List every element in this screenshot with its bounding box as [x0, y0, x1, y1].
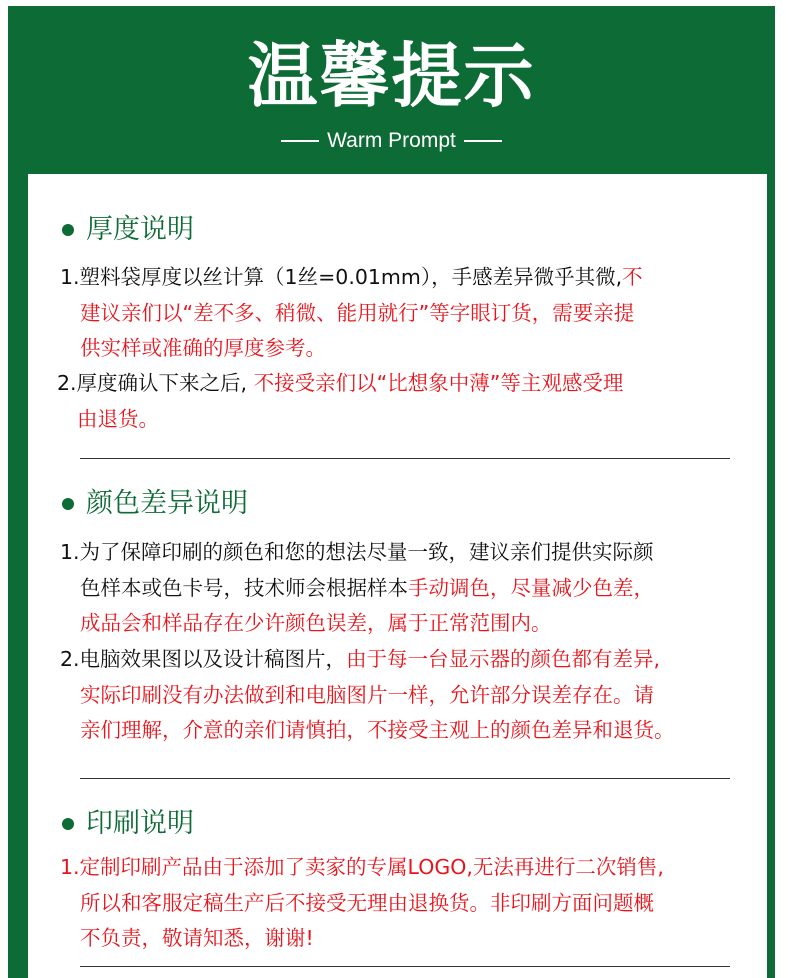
text-line [60, 260, 760, 296]
text-line: 由退货。 [77, 406, 159, 431]
text-line: 实际印刷没有办法做到和电脑图片一样，允许部分误差存在。请 [80, 682, 654, 707]
section-divider [80, 778, 730, 779]
text-line: 建议亲们以“差不多、稍微、能用就行”等字眼订货，需要亲提 [80, 300, 635, 325]
text-line: 不负责，敬请知悉，谢谢! [80, 926, 314, 950]
subtitle-text: Warm Prompt [327, 129, 456, 152]
section-heading-color [62, 486, 248, 522]
text-segment: 2.电脑效果图以及设计稿图片， [60, 647, 347, 671]
text-line [57, 366, 757, 402]
text-line: 所以和客服定稿生产后不接受无理由退换货。非印刷方面问题概 [80, 890, 654, 915]
text-line [60, 571, 760, 607]
text-segment-red: 手动调色，尽量减少色差， [408, 575, 654, 600]
text-line [60, 642, 760, 678]
text-segment-red: 不接受亲们以“比想象中薄”等主观感受理 [247, 371, 624, 395]
text-segment-red: 由于每一台显示器的颜色都有差异, [346, 647, 661, 671]
subtitle-right-rule [464, 140, 502, 142]
printing-item-1 [60, 850, 760, 957]
text-line: 亲们理解，介意的亲们请慎拍，不接受主观上的颜色差异和退货。 [80, 718, 675, 742]
color-item-2 [60, 642, 760, 749]
section-heading-printing [62, 806, 194, 842]
section-heading-thickness [62, 212, 194, 248]
section-divider [80, 966, 730, 967]
text-segment-red: 不 [622, 265, 643, 289]
text-segment: 色样本或色卡号，技术师会根据样本 [80, 575, 408, 600]
green-frame [8, 6, 775, 978]
section-heading-text: 厚度说明 [86, 214, 194, 245]
section-heading-text: 印刷说明 [86, 808, 194, 839]
text-line: 成品会和样品存在少许颜色误差，属于正常范围内。 [80, 611, 552, 635]
text-line: 供实样或准确的厚度参考。 [80, 336, 326, 360]
thickness-item-2 [57, 366, 757, 437]
bullet-dot-icon [62, 498, 74, 510]
bullet-dot-icon [62, 818, 74, 830]
text-line: 1.定制印刷产品由于添加了卖家的专属LOGO,无法再进行二次销售, [60, 855, 664, 879]
text-line: 1.为了保障印刷的颜色和您的想法尽量一致，建议亲们提供实际颜 [60, 540, 654, 564]
text-segment: 2.厚度确认下来之后, [57, 371, 248, 395]
page-subtitle [8, 128, 775, 154]
page-title: 温馨提示 [247, 35, 536, 117]
thickness-item-1 [60, 260, 760, 367]
section-heading-text: 颜色差异说明 [86, 488, 248, 519]
color-item-1 [60, 535, 760, 642]
content-panel [28, 174, 767, 978]
bullet-dot-icon [62, 224, 74, 236]
text-segment: 1.塑料袋厚度以丝计算（1丝=0.01mm），手感差异微乎其微, [60, 265, 623, 289]
section-divider [80, 458, 730, 459]
subtitle-left-rule [281, 140, 319, 142]
